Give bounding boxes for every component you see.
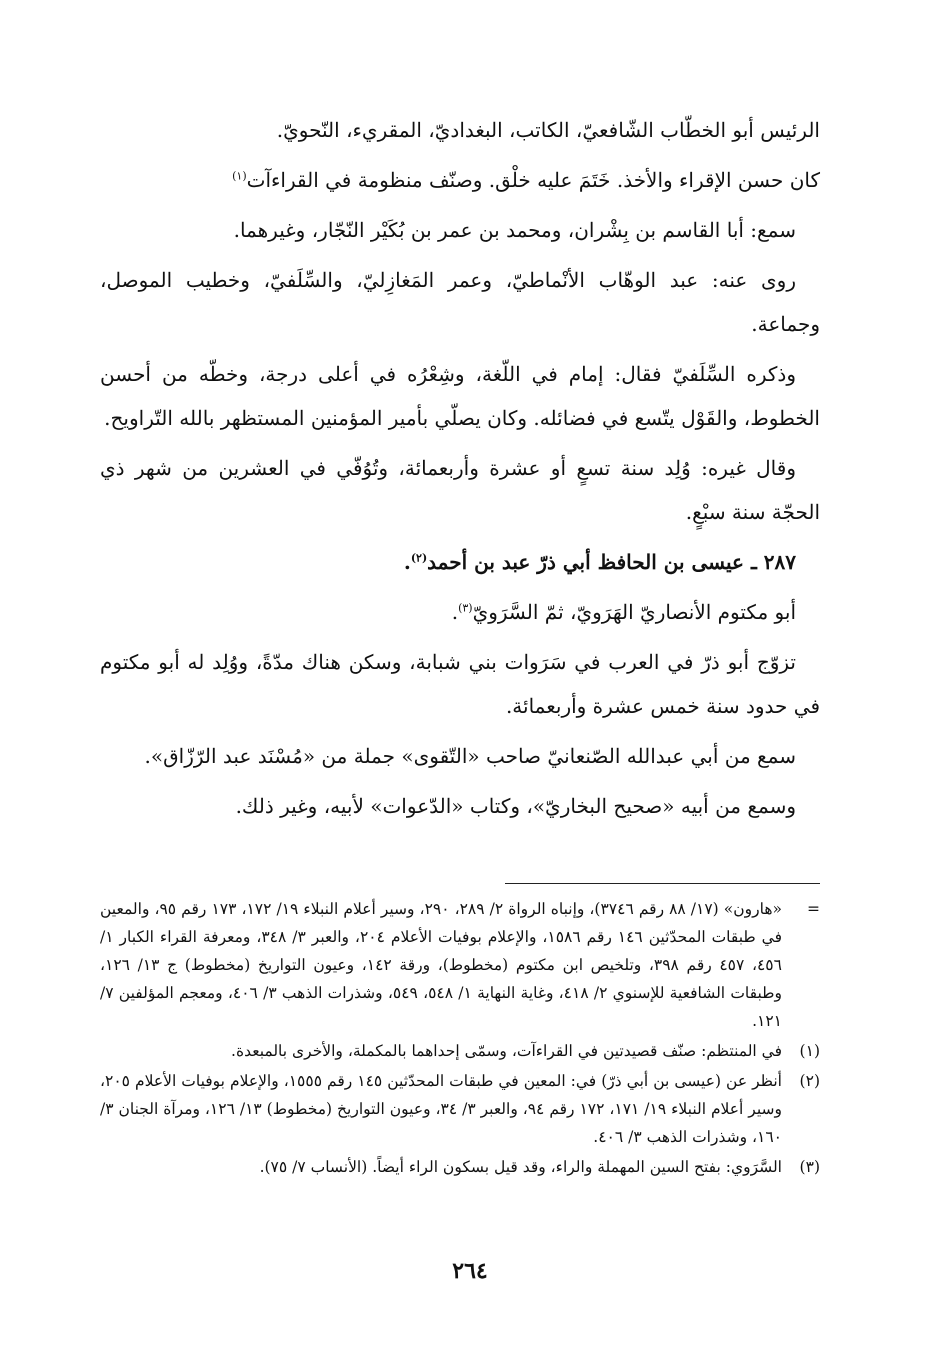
footnote-ref-2: (٢) bbox=[410, 551, 428, 565]
footnote-text: في المنتظم: صنّف قصيدتين في القراءآت، وسمّى إحداهما بالمكملة، والأخرى بالمبعدة. bbox=[231, 1042, 782, 1060]
paragraph-3-text: سمع: أبا القاسم بن بِشْران، ومحمد بن عمر بن بُكَيْر النّجّار، وغيرهما. bbox=[233, 218, 796, 242]
paragraph-4-text: روى عنه: عبد الوهّاب الأنْماطيّ، وعمر المَغازِليّ، والسِّلَفيّ، وخطيب الموصل، وجماعة. bbox=[100, 268, 820, 336]
footnote-ref-1: (١) bbox=[232, 169, 247, 183]
footnote-text: أنظر عن (عيسى بن أبي ذرّ) في: المعين في طبقات المحدّثين ١٤٥ رقم ١٥٥٥، والإعلام بوفيات الأعلام ٢٠٥، وسير أعلام النبلاء ١٩/ ١٧١، ١٧٢ رقم ٩٤، والعبر ٣/ ٣٤، وعيون التواريخ (مخطوط) ١٣/ ١٢٦، ومرآة الجنان ٣/ ١٦٠، وشذرات الذهب ٣/ ٤٠٦. bbox=[99, 1072, 782, 1146]
footnote-ref-3: (٣) bbox=[458, 601, 473, 615]
entry-heading-text: ٢٨٧ ـ عيسى بن الحافظ أبي ذرّ عبد بن أحمد bbox=[427, 550, 796, 574]
paragraph-5-text: وذكره السِّلَفيّ فقال: إمام في اللّغة، وشِعْرُه في أعلى درجة، وخطّه من أحسن الخطوط، والقَوْل يتّسع في فضائله. وكان يصلّي بأمير المؤمنين المستظهر بالله التّراويح. bbox=[100, 362, 820, 430]
paragraph-7-end: . bbox=[451, 600, 459, 624]
main-text bbox=[100, 108, 820, 834]
paragraph-5 bbox=[100, 352, 820, 440]
paragraph-7-text: أبو مكتوم الأنصاريّ الهَرَويّ، ثمّ السَّرَويّ bbox=[472, 600, 796, 624]
paragraph-2 bbox=[100, 158, 820, 202]
entry-heading bbox=[100, 540, 820, 584]
paragraph-1 bbox=[100, 108, 820, 152]
paragraph-3 bbox=[100, 208, 820, 252]
paragraph-8 bbox=[100, 640, 820, 728]
entry-heading-end: . bbox=[403, 550, 411, 574]
paragraph-6 bbox=[100, 446, 820, 534]
paragraph-10 bbox=[100, 784, 820, 828]
footnote-marker: (١) bbox=[799, 1042, 820, 1060]
footnote-2 bbox=[100, 1067, 820, 1151]
footnote-marker: (٢) bbox=[799, 1072, 820, 1090]
paragraph-2-text: كان حسن الإقراء والأخذ. خَتَمَ عليه خلْق. وصنّف منظومة في القراءآت bbox=[246, 168, 820, 192]
footnote-1 bbox=[100, 1037, 820, 1065]
footnotes bbox=[100, 895, 820, 1183]
paragraph-9-text: سمع من أبي عبدالله الصّنعانيّ صاحب «التّقوى» جملة من «مُسْنَد عبد الرّزّاق». bbox=[144, 744, 796, 768]
footnote-text: «هارون» (١٧/ ٨٨ رقم ٣٧٤٦)، وإنباه الرواة ٢/ ٢٨٩، ٢٩٠، وسير أعلام النبلاء ١٩/ ١٧٢، ١٧٣ رقم ٩٥، والمعين في طبقات المحدّثين ١٤٦ رقم ١٥٨٦، والإعلام بوفيات الأعلام ٢٠٤، والعبر ٣/ ٣٤٨، ومعرفة القراء الكبار ١/ ٤٥٦، ٤٥٧ رقم ٣٩٨، وتلخيص ابن مكتوم (مخطوط)، ورقة ١٤٢، وعيون التواريخ (مخطوط) ج ١٣/ ١٢٦، وطبقات الشافعية للإسنوي ٢/ ٤١٨، وغاية النهاية ١/ ٥٤٨، ٥٤٩، وشذرات الذهب ٣/ ٤٠٦، ومعجم المؤلفين ٧/ ١٢١. bbox=[100, 900, 782, 1030]
paragraph-1-text: الرئيس أبو الخطّاب الشّافعيّ، الكاتب، البغداديّ، المقريء، النّحويّ. bbox=[276, 118, 820, 142]
footnote-text: السَّرَوي: بفتح السين المهملة والراء، وقد قيل بسكون الراء أيضاً. (الأنساب ٧/ ٧٥). bbox=[259, 1158, 782, 1176]
page-number: ٢٦٤ bbox=[452, 1258, 488, 1284]
paragraph-10-text: وسمع من أبيه «صحيح البخاريّ»، وكتاب «الدّعوات» لأبيه، وغير ذلك. bbox=[235, 794, 796, 818]
footnote-divider bbox=[505, 883, 820, 884]
footnote-marker: = bbox=[807, 900, 820, 918]
footnote-marker: (٣) bbox=[799, 1158, 820, 1176]
paragraph-4 bbox=[100, 258, 820, 346]
paragraph-8-text: تزوّج أبو ذرّ في العرب في سَرَوات بني شبابة، وسكن هناك مدّةً، ووُلِد له أبو مكتوم في حدود سنة خمس عشرة وأربعمائة. bbox=[100, 650, 820, 718]
paragraph-7 bbox=[100, 590, 820, 634]
paragraph-9 bbox=[100, 734, 820, 778]
footnote-continuation bbox=[100, 895, 820, 1035]
footnote-3 bbox=[100, 1153, 820, 1181]
paragraph-6-text: وقال غيره: وُلِد سنة تسعٍ أو عشرة وأربعمائة، وتُوُفّي في العشرين من شهر ذي الحجّة سنة سبْعٍ. bbox=[100, 456, 820, 524]
